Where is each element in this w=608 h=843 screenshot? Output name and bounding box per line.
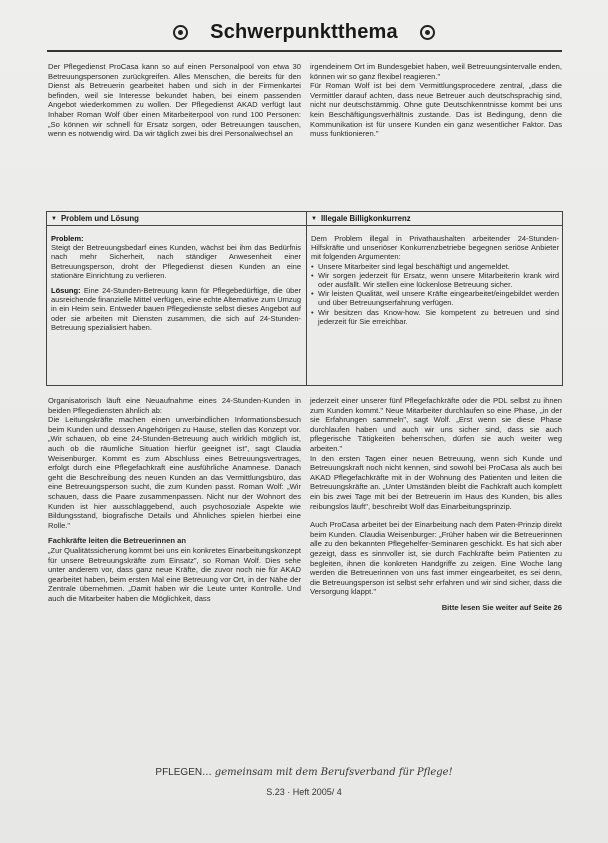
paragraph: jederzeit einer unserer fünf Pflegefachkräfte oder die PDL selbst zu ihnen zum Kunden kommt." Neue Mitarbeiter durchlaufen so eine Phase, „in der sie Erfahrungen sammeln", sagt Wolf. „Erst wenn sie diese Phase durchlaufen haben und auch wir uns sicher sind, dass sie auch pflegerische Tätigkeiten beherrschen, dürfen sie auch weiter weg arbeiten." bbox=[310, 396, 562, 453]
box-left-content bbox=[51, 234, 301, 332]
page-number: S.23 · Heft 2005/ 4 bbox=[266, 787, 342, 797]
box-header-rule bbox=[47, 225, 562, 226]
paragraph: „Zur Qualitätssicherung kommt bei uns ein konkretes Einarbeitungskonzept für unsere Betreuungskräfte zum Einsatz", so Roman Wolf. Dies sehe unter anderem vor, dass ganz neue Kräfte, die zuvor noch nie für AKAD gearbeitet haben, beim ersten Mal eine Betreuung vor Ort, in der Nähe der Zentrale übernehmen. „Damit haben wir die Leute unter Kontrolle. Und auch die Mitarbeiter haben die Möglichkeit, dass bbox=[48, 545, 301, 603]
top-right-column bbox=[310, 62, 562, 139]
list-item: • Unsere Mitarbeiter sind legal beschäftigt und angemeldet. bbox=[318, 262, 559, 271]
paragraph: In den ersten Tagen einer neuen Betreuung, wenn sich Kunde und Betreuungskraft noch nicht kennen, sind sowohl bei ProCasa als auch bei AKAD Pflegefachkräfte mit in der Wohnung des Patienten und leiten die Betreuungskräfte an. „Unter Umständen bleibt die Fachkraft auch komplett ein bis zwei Tage mit bei der Betreuerin im Haus des Kunden, bis alles reibungslos läuft", beschreibt Wolf das Einarbeitungsprinzip. bbox=[310, 453, 562, 511]
problem-label: Problem: bbox=[51, 234, 84, 243]
info-box bbox=[46, 211, 563, 386]
paragraph: Auch ProCasa arbeitet bei der Einarbeitung nach dem Paten-Prinzip direkt beim Kunden. Claudia Weisenburger: „Früher haben wir die Betreuerinnen alle zu den bekannten Pflegehelfer-Seminaren geschickt. Es hat sich aber gezeigt, dass es sinnvoller ist, sie durch Fachkräfte beim Patienten zu begleiten, ihnen die konkreten Handgriffe zu zeigen. Eine Woche lang werden die Betreuerinnen von uns fast immer eingearbeitet, es sei denn, die Betreuungsperson ist selbst sehr erfahren und wir sind sicher, dass die Versorgung klappt." bbox=[310, 520, 562, 597]
bottom-right-column bbox=[310, 396, 562, 612]
triangle-down-icon: ▼ bbox=[311, 215, 317, 222]
box-right-title: Illegale Billigkonkurrenz bbox=[320, 214, 411, 223]
solution-label: Lösung: bbox=[51, 286, 81, 296]
list-item: • Wir besitzen das Know-how. Sie kompetent zu betreuen und sind jederzeit für Sie erreichbar. bbox=[318, 308, 559, 326]
target-icon bbox=[420, 25, 435, 40]
paragraph: Organisatorisch läuft eine Neuaufnahme eines 24-Stunden-Kunden in beiden Pflegediensten ähnlich ab: bbox=[48, 396, 301, 415]
box-left-title: Problem und Lösung bbox=[60, 214, 139, 223]
paragraph: Der Pflegedienst ProCasa kann so auf einen Personalpool von etwa 30 Betreuungspersonen zurückgreifen. Alles Menschen, die bereits für den Dienst als Betreuerin gearbeitet haben und sich in der Firmenkartei befinden, weil sie Interesse bekundet haben, bei einem passenden Angebot wiederkommen zu wollen. Der Pflegedienst AKAD verfügt laut Inhaber Roman Wolf über einen Mitarbeiterpool von rund 100 Personen: „So können wir schnell für Ersatz sorgen, oder Betreuungen tauschen, wenn es notwendig wird. Da wir täglich zwei bis drei Personalwechsel an bbox=[48, 62, 301, 139]
box-right-heading bbox=[311, 214, 411, 223]
problem-text: Steigt der Betreuungsbedarf eines Kunden, wächst bei ihm das Bedürfnis nach mehr Sicherheit, nach ständiger Anwesenheit einer Betreuungsperson, droht der Pflegedienst diesen Kunden an eine stationäre Einrichtung zu verlieren. bbox=[51, 243, 301, 280]
header-rule bbox=[47, 50, 562, 52]
list-item: • Wir sorgen jederzeit für Ersatz, wenn unsere Mitarbeiterin krank wird oder ausfällt. Wir stellen eine lückenlose Betreuung sicher. bbox=[318, 271, 559, 289]
continued-note: Bitte lesen Sie weiter auf Seite 26 bbox=[441, 602, 562, 612]
billig-intro: Dem Problem illegal in Privathaushalten arbeitender 24-Stunden-Hilfskräfte und unseriöser Konkurrenzbetriebe begegnen seriöse Anbieter mit folgenden Argumenten: bbox=[311, 234, 559, 262]
triangle-down-icon: ▼ bbox=[51, 215, 57, 222]
section-header bbox=[0, 20, 608, 44]
subheading: Fachkräfte leiten die Betreuerinnen an bbox=[48, 536, 186, 546]
target-icon bbox=[173, 25, 188, 40]
box-right-content bbox=[311, 234, 559, 326]
box-left-heading bbox=[51, 214, 139, 223]
box-divider bbox=[306, 212, 307, 385]
footer-slogan bbox=[0, 767, 608, 778]
bottom-left-column bbox=[48, 396, 301, 603]
solution-text: Eine 24-Stunden-Betreuung kann für Pflegebedürftige, die über ausreichende finanzielle Mittel verfügen, eine echte Alternative zum Umzug in ein Heim sein. Entweder bauen Pflegedienste selbst dieses Angebot auf oder sie arbeiten mit Diensten zusammen, die sich auf 24-Stunden-Betreuung spezialisiert haben. bbox=[51, 286, 301, 332]
section-title: Schwerpunktthema bbox=[210, 20, 398, 43]
paragraph: irgendeinem Ort im Bundesgebiet haben, weil Betreuungsintervalle enden, können wir so ganz flexibel reagieren." bbox=[310, 62, 562, 81]
paragraph: Für Roman Wolf ist bei dem Vermittlungsprocedere zentral, „dass die Vermittler darauf achten, dass neue Betreuer auch deutschsprachig sind, nicht nur deutschstämmig. Ohne gute Deutschkenntnisse kommt bei uns kein Beschäftigungsverhältnis zustande. Das ist Bedingung, denn die Kommunikation ist für unsere Kunden ein ganz wesentlicher Faktor. Das muss funktionieren." bbox=[310, 81, 562, 139]
argument-list bbox=[311, 262, 559, 326]
footer-brand: PFLEGEN bbox=[155, 767, 203, 778]
footer-slogan-text: ... gemeinsam mit dem Berufsverband für Pflege! bbox=[202, 767, 453, 778]
list-item: • Wir leisten Qualität, weil unsere Kräfte eingearbeitet/eingebildet werden und über Betreuungserfahrung verfügen. bbox=[318, 289, 559, 307]
paragraph: Die Leitungskräfte machen einen unverbindlichen Informationsbesuch beim Kunden und dessen Angehörigen zu Hause, stellen das Konzept vor. „Wir schauen, ob eine 24-Stunden-Betreuung auch wirklich möglich ist, auch ob die räumliche Situation hierfür geeignet ist", sagt Claudia Weisenburger. Kommt es zum Abschluss eines Betreuungsvertrages, erfolgt durch eine Pflegefachkraft eine ausführliche Anamnese. Danach geht die Beschreibung des neuen Kunden an das Vermittlungsbüro, das eine Betreuungsperson sucht, die zum Kunden passt. Roman Wolf: „Wir schauen, dass die Paare zusammenpassen. Nicht nur der Wohnort des Kunden ist hier ausschlaggebend, auch psychosoziale Aspekte wie Bildungsstand, biografische Details und Ähnliches spielen hierbei eine Rolle." bbox=[48, 415, 301, 530]
top-left-column bbox=[48, 62, 301, 139]
